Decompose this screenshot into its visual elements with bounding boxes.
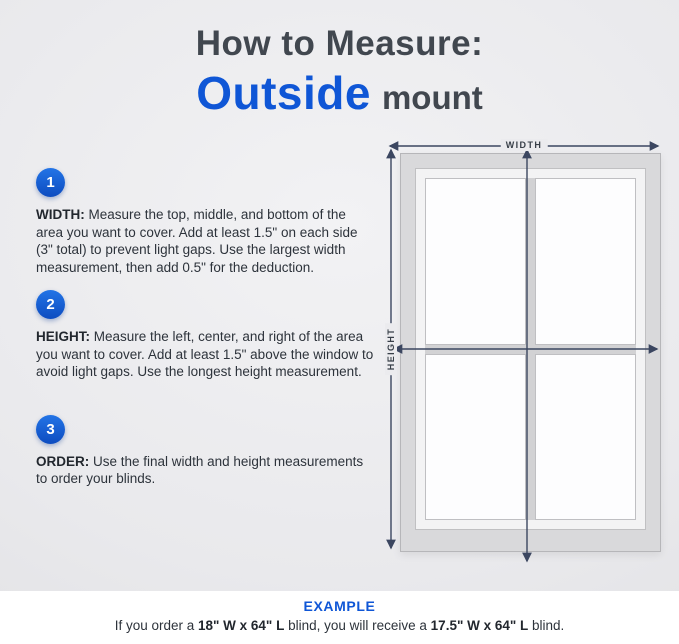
step-3-label: ORDER: [36,453,90,469]
step-2-number-badge: 2 [36,290,65,319]
step-2-text [36,328,376,381]
example-sentence [0,618,679,633]
example-suffix: blind. [528,618,565,633]
step-2-body: Measure the left, center, and right of the area you want to cover. Add at least 1.5" above the window to avoid light gaps. Use the longest height measurement. [36,329,374,380]
window-illustration [400,153,661,552]
step-2-label: HEIGHT: [36,329,90,345]
step-2 [36,290,376,381]
height-measure-label: HEIGHT [385,323,397,375]
example-middle: blind, you will receive a [284,618,431,633]
window-panes [425,178,636,520]
received-size: 17.5" W x 64" L [430,618,529,633]
width-measure-label: WIDTH [501,139,548,151]
steps-list [36,168,376,488]
step-3-number-badge: 3 [36,415,65,444]
ordered-size: 18" W x 64" L [198,618,285,633]
page-subtitle [0,66,679,120]
mount-word: mount [381,79,483,116]
example-prefix: If you order a [114,618,198,633]
step-3-text [36,453,376,488]
step-1-number-badge: 1 [36,168,65,197]
step-1-text [36,206,376,276]
step-3-body: Use the final width and height measurements to order your blinds. [36,453,364,487]
example-heading: EXAMPLE [303,598,376,614]
step-3 [36,415,376,488]
window-pane [425,354,526,521]
example-section [0,591,679,644]
header [0,24,679,120]
mount-type-highlight: Outside [196,67,371,119]
step-1 [36,168,376,276]
step-1-body: Measure the top, middle, and bottom of the area you want to cover. Add at least 1.5" on each side (3" total) to prevent light gaps. Use the largest width measurement, then add 0.5" for the deduction. [36,207,358,275]
step-1-label: WIDTH: [36,207,85,222]
page-title: How to Measure: [195,24,484,63]
window-pane [535,178,636,345]
window-pane [425,178,526,345]
window-frame [415,168,646,530]
window-pane [535,354,636,521]
